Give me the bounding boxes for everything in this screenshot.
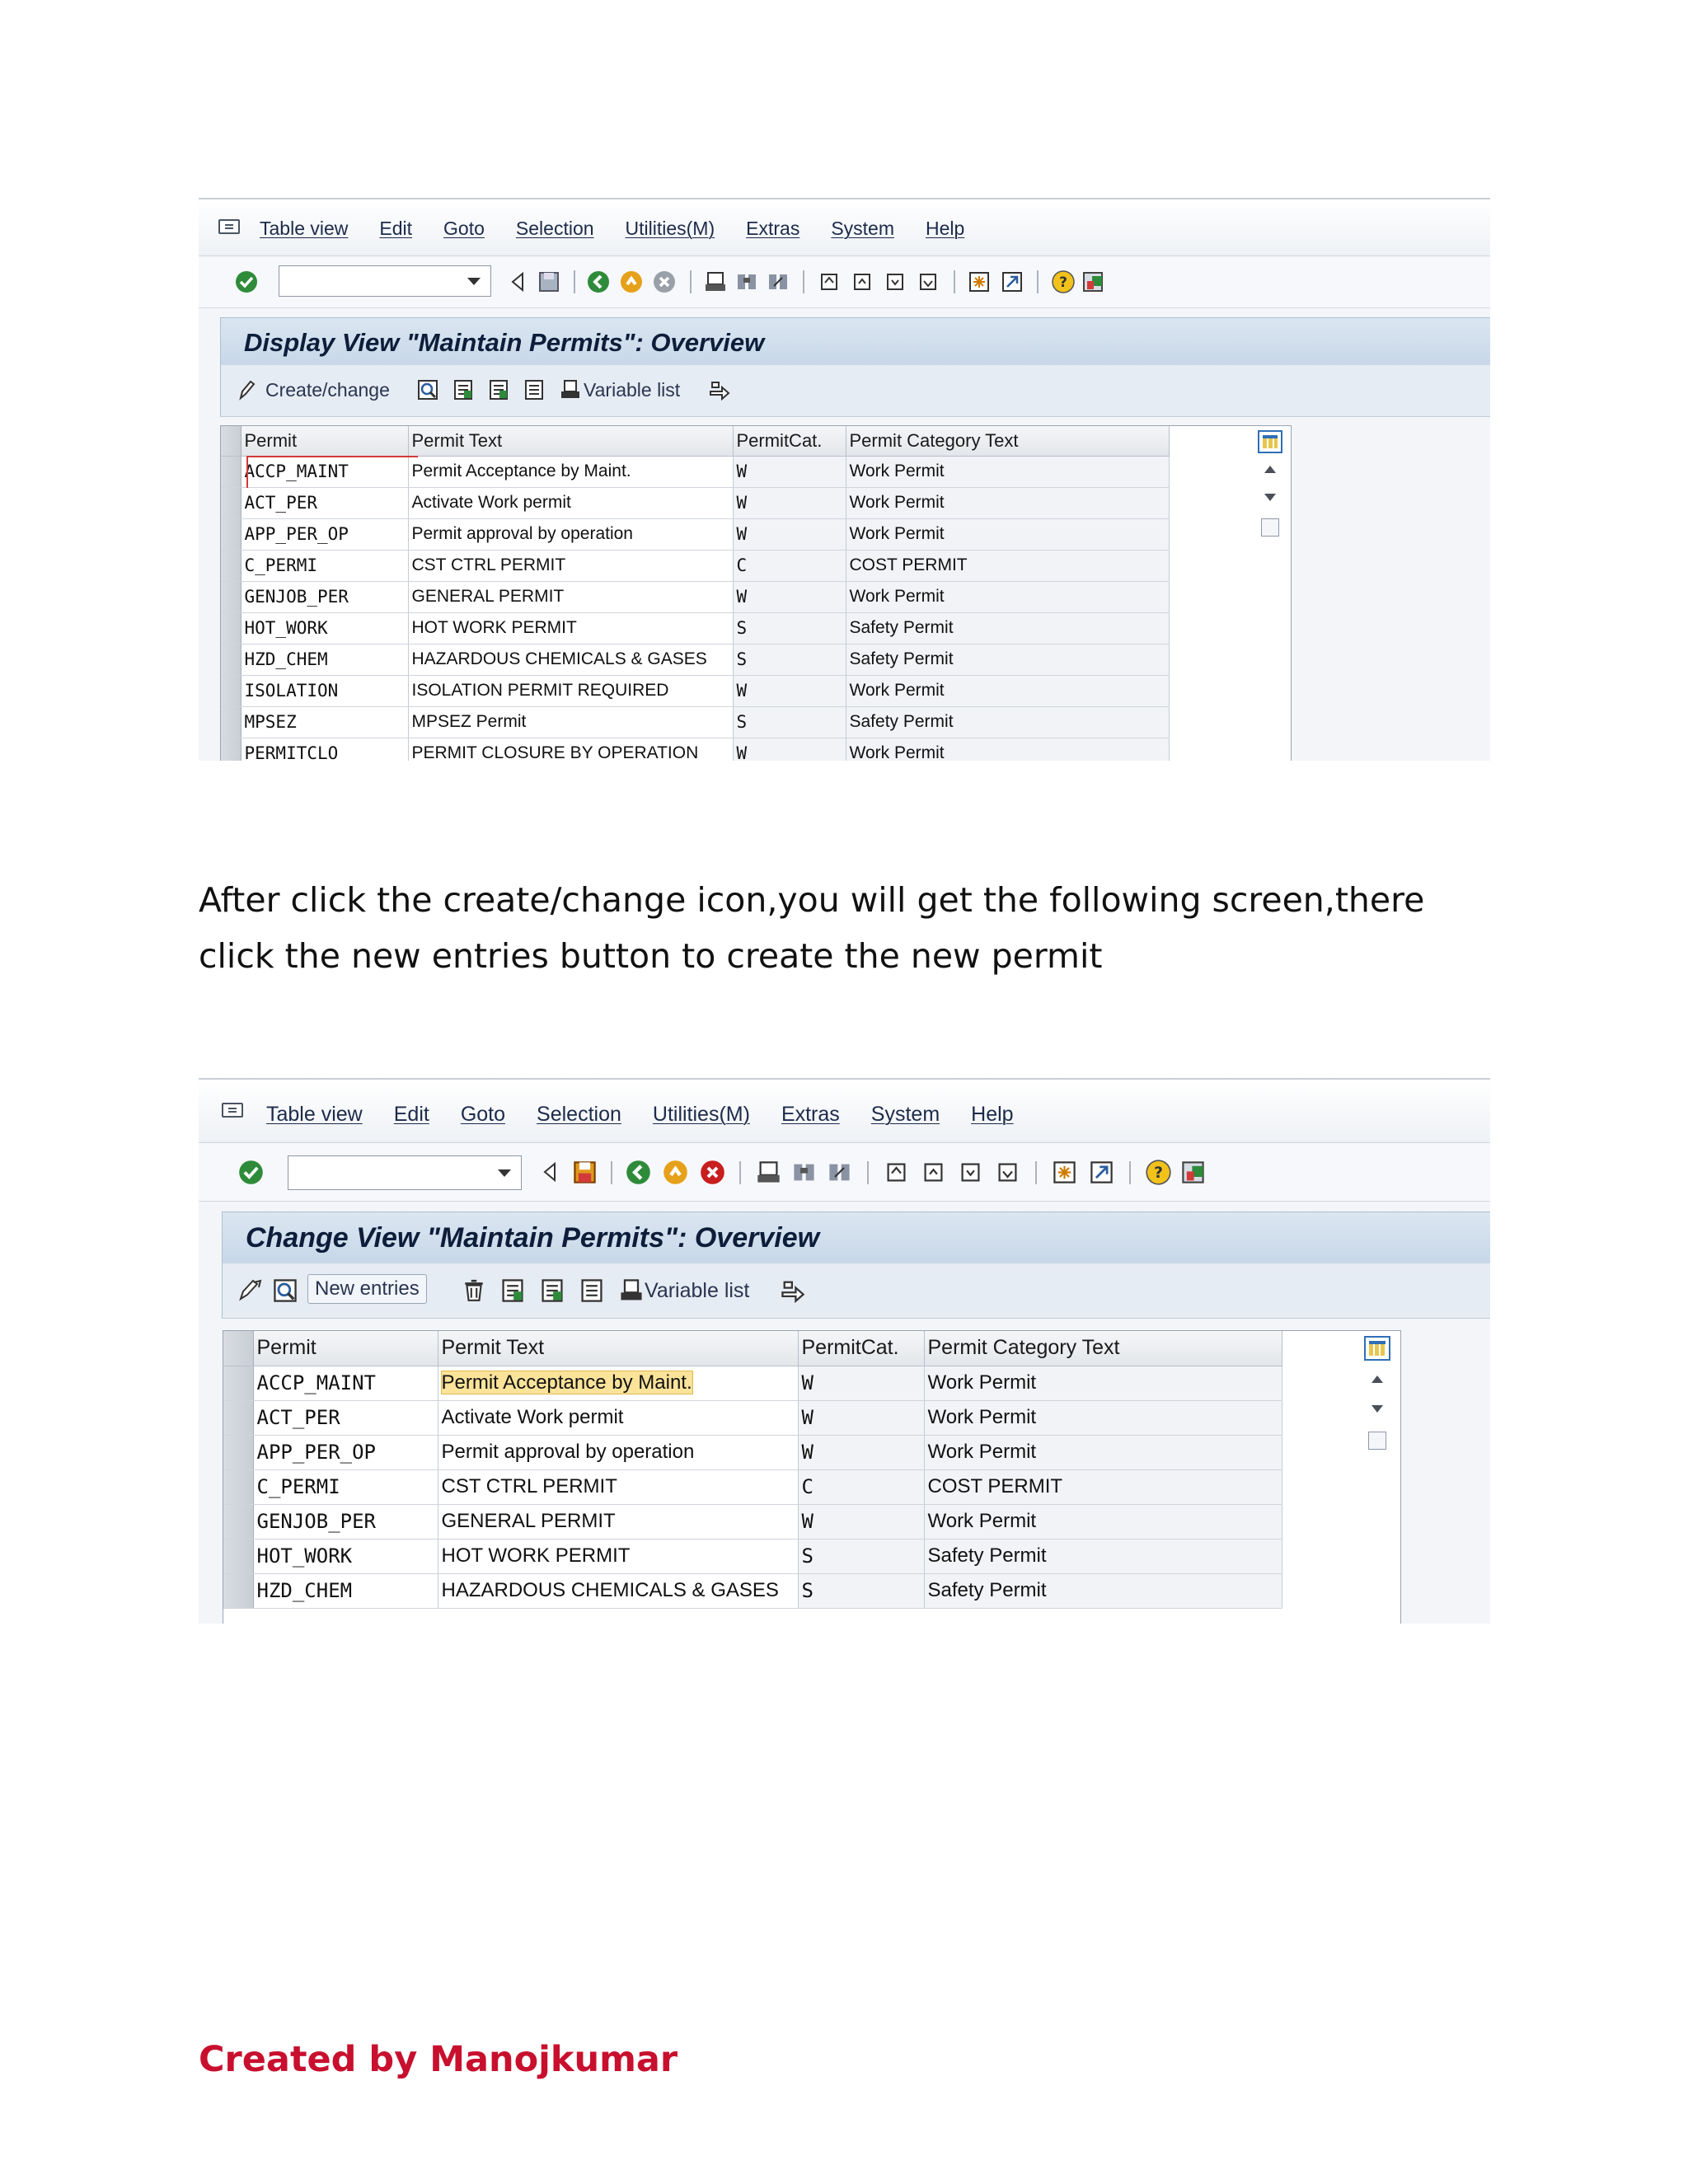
permit-cat-cell-value: S — [736, 712, 748, 732]
row-selector[interactable] — [223, 1400, 253, 1435]
back-arrow-icon[interactable] — [506, 269, 531, 294]
permit-text-cell-value: HAZARDOUS CHEMICALS & GASES — [411, 649, 707, 668]
vertical-scrollbar[interactable] — [1367, 1369, 1387, 1460]
permit-cell — [253, 1435, 438, 1469]
category-text-cell-value: Work Permit — [927, 1406, 1037, 1428]
permit-cell-value: C_PERMI — [256, 1475, 340, 1498]
select-all-column[interactable] — [221, 426, 241, 456]
permit-cell-value: HOT_WORK — [256, 1544, 353, 1568]
svg-text:?: ? — [1059, 274, 1067, 291]
menu-bar — [199, 199, 1490, 256]
previous-page-icon[interactable] — [920, 1159, 947, 1186]
table-row[interactable] — [223, 1504, 1282, 1539]
back-icon[interactable] — [586, 269, 611, 294]
row-selector[interactable] — [223, 1504, 253, 1539]
permit-text-cell — [408, 518, 733, 550]
table-row[interactable] — [221, 550, 1169, 581]
details-icon[interactable] — [416, 378, 439, 401]
select-all-icon[interactable] — [452, 378, 475, 401]
permit-cell — [253, 1400, 438, 1435]
category-text-cell — [924, 1366, 1282, 1400]
permit-text-cell[interactable] — [438, 1400, 798, 1435]
category-text-cell-value: Safety Permit — [927, 1579, 1047, 1601]
deselect-all-icon[interactable] — [579, 1277, 605, 1304]
menu-extras[interactable]: Extras — [746, 218, 800, 239]
focus-marker — [246, 456, 418, 488]
standard-toolbar — [199, 1143, 1490, 1202]
find-icon[interactable] — [790, 1159, 818, 1186]
category-text-cell — [846, 581, 1169, 612]
column-settings-icon[interactable] — [1258, 430, 1282, 453]
command-field[interactable] — [279, 265, 491, 297]
command-field[interactable] — [288, 1155, 522, 1190]
scroll-down-icon[interactable] — [1264, 494, 1276, 501]
permit-cell-value: HZD_CHEM — [244, 649, 328, 669]
print-icon[interactable] — [703, 269, 728, 294]
menu-icon[interactable] — [218, 219, 240, 234]
svg-text:?: ? — [1154, 1165, 1163, 1183]
menu-edit[interactable]: Edit — [393, 1103, 429, 1126]
row-selector[interactable] — [223, 1539, 253, 1573]
category-text-cell — [924, 1539, 1282, 1573]
category-text-cell-value: Safety Permit — [849, 712, 954, 731]
display-change-icon[interactable] — [237, 1277, 265, 1304]
table-row[interactable] — [223, 1539, 1282, 1573]
permit-text-cell-value: PERMIT CLOSURE BY OPERATION — [411, 743, 699, 761]
permit-cell — [253, 1539, 438, 1573]
permit-text-cell-value: HOT WORK PERMIT — [441, 1544, 631, 1567]
permit-cell — [241, 487, 408, 518]
find-icon[interactable] — [734, 269, 759, 294]
permit-cat-cell — [798, 1366, 924, 1400]
row-selector[interactable] — [221, 644, 241, 675]
permit-cell-value: ACT_PER — [244, 493, 318, 513]
permit-cat-cell — [733, 738, 846, 761]
exit-icon[interactable] — [662, 1159, 689, 1186]
category-text-cell-value: Work Permit — [927, 1510, 1037, 1532]
menu-help[interactable]: Help — [926, 218, 965, 239]
permit-cat-cell-value: C — [736, 555, 748, 575]
column-settings-icon[interactable] — [1364, 1336, 1390, 1361]
column-header-permit-text[interactable]: Permit Text — [408, 426, 733, 456]
permit-text-cell-value: Permit approval by operation — [441, 1441, 695, 1463]
select-block-icon[interactable] — [539, 1277, 565, 1304]
menu-selection[interactable]: Selection — [515, 218, 594, 239]
table-row[interactable] — [221, 487, 1169, 518]
permit-cat-cell-value: W — [801, 1371, 814, 1394]
category-text-cell-value: Work Permit — [849, 587, 945, 606]
page-title: Change View "Maintain Permits": Overview — [246, 1222, 820, 1254]
new-entries-button[interactable]: New entries — [307, 1274, 427, 1304]
permit-text-cell — [408, 456, 733, 487]
category-text-cell — [924, 1573, 1282, 1608]
column-header-permit-cat[interactable]: PermitCat. — [798, 1331, 924, 1366]
permit-text-cell[interactable] — [438, 1366, 798, 1400]
category-text-cell-value: Work Permit — [927, 1441, 1037, 1463]
permit-cat-cell — [798, 1400, 924, 1435]
table-row[interactable] — [221, 738, 1169, 761]
menu-selection[interactable]: Selection — [537, 1103, 621, 1126]
next-page-icon[interactable] — [957, 1159, 984, 1186]
category-text-cell — [924, 1400, 1282, 1435]
permit-cat-cell-value: C — [801, 1475, 814, 1498]
category-text-cell-value: COST PERMIT — [849, 555, 968, 574]
first-page-icon[interactable] — [883, 1159, 910, 1186]
permit-cell-value: HZD_CHEM — [256, 1579, 353, 1602]
last-page-icon[interactable] — [994, 1159, 1021, 1186]
create-change-button[interactable]: Create/change — [265, 379, 390, 401]
permit-text-cell — [408, 675, 733, 706]
back-icon[interactable] — [625, 1159, 652, 1186]
table-row[interactable] — [221, 581, 1169, 612]
table-row[interactable] — [223, 1469, 1282, 1504]
permit-text-cell — [408, 612, 733, 644]
permit-text-cell — [408, 706, 733, 738]
standard-toolbar — [199, 256, 1490, 308]
permit-cell-value: MPSEZ — [244, 712, 297, 732]
category-text-cell-value: Work Permit — [849, 681, 945, 700]
transport-icon[interactable] — [708, 378, 731, 401]
permit-text-cell — [408, 550, 733, 581]
category-text-cell — [846, 487, 1169, 518]
new-session-icon[interactable] — [967, 269, 992, 294]
title-bar — [220, 317, 1490, 367]
permit-cell-value: HOT_WORK — [244, 618, 328, 638]
screenshot-display-view — [199, 198, 1490, 761]
column-header-category-text[interactable]: Permit Category Text — [924, 1331, 1282, 1366]
title-bar — [222, 1212, 1490, 1264]
printer-icon[interactable] — [559, 378, 582, 401]
permit-text-cell-value: CST CTRL PERMIT — [441, 1475, 617, 1497]
permit-cat-cell — [798, 1435, 924, 1469]
category-text-cell — [846, 706, 1169, 738]
chevron-down-icon[interactable] — [498, 1169, 511, 1177]
permit-text-cell[interactable] — [438, 1435, 798, 1469]
column-header-permit[interactable]: Permit — [241, 426, 408, 456]
scroll-up-icon[interactable] — [1372, 1376, 1383, 1383]
row-selector[interactable] — [221, 487, 241, 518]
column-header-permit[interactable]: Permit — [253, 1331, 438, 1366]
save-icon[interactable] — [537, 269, 561, 294]
permit-cat-cell-value: W — [801, 1510, 814, 1533]
permit-cat-cell-value: S — [801, 1579, 814, 1602]
permit-text-cell-value: MPSEZ Permit — [411, 712, 527, 731]
permit-cat-cell — [798, 1469, 924, 1504]
permit-cat-cell — [733, 581, 846, 612]
category-text-cell — [846, 738, 1169, 761]
permit-cell — [253, 1504, 438, 1539]
category-text-cell-value: Work Permit — [849, 743, 945, 761]
instruction-text: After click the create/change icon,you will get the following screen,there click the new entries button to create the new permit — [199, 880, 1425, 976]
permit-cat-cell-value: W — [736, 587, 748, 607]
menu-utilities[interactable]: Utilities(M) — [652, 1103, 750, 1126]
row-selector[interactable] — [223, 1573, 253, 1608]
permit-cell-value: PERMITCLO — [244, 743, 339, 761]
category-text-cell — [846, 550, 1169, 581]
screenshot-change-view — [199, 1078, 1490, 1624]
permit-cat-cell-value: S — [736, 618, 748, 638]
permit-cell-value: ISOLATION — [244, 681, 339, 701]
menu-edit[interactable]: Edit — [379, 218, 413, 239]
permits-table-container — [220, 425, 1292, 761]
permit-text-cell[interactable] — [438, 1539, 798, 1573]
permit-cat-cell — [733, 518, 846, 550]
table-row[interactable] — [221, 644, 1169, 675]
permit-text-cell — [408, 738, 733, 761]
permit-cell — [241, 612, 408, 644]
enter-check-icon[interactable] — [234, 269, 259, 294]
permit-cell-value: ACCP_MAINT — [244, 462, 349, 481]
category-text-cell-value: Safety Permit — [927, 1544, 1047, 1567]
permit-cell-value: ACCP_MAINT — [256, 1371, 376, 1394]
permit-cat-cell — [733, 644, 846, 675]
row-selector[interactable] — [221, 738, 241, 761]
permit-text-cell-value: CST CTRL PERMIT — [411, 555, 566, 574]
menu-goto[interactable]: Goto — [443, 218, 485, 239]
menu-goto[interactable]: Goto — [460, 1103, 506, 1126]
exit-icon[interactable] — [619, 269, 644, 294]
deselect-all-icon[interactable] — [523, 378, 546, 401]
permit-text-cell-value: Permit Acceptance by Maint. — [441, 1371, 692, 1394]
permit-cat-cell-value: W — [736, 493, 748, 513]
column-header-category-text[interactable]: Permit Category Text — [846, 426, 1169, 456]
permit-cell — [253, 1469, 438, 1504]
first-page-icon[interactable] — [817, 269, 842, 294]
permit-cat-cell — [733, 487, 846, 518]
row-selector[interactable] — [221, 456, 241, 487]
row-selector[interactable] — [223, 1435, 253, 1469]
permit-cat-cell — [733, 612, 846, 644]
column-header-permit-cat[interactable]: PermitCat. — [733, 426, 846, 456]
permit-cell-value: C_PERMI — [244, 555, 318, 575]
permit-text-cell-value: Activate Work permit — [411, 493, 571, 512]
category-text-cell — [846, 612, 1169, 644]
permit-cell-value: APP_PER_OP — [256, 1441, 376, 1464]
cancel-icon[interactable] — [652, 269, 677, 294]
scroll-thumb[interactable] — [1261, 518, 1279, 537]
back-arrow-icon[interactable] — [538, 1160, 563, 1184]
permit-text-cell[interactable] — [438, 1469, 798, 1504]
cancel-icon[interactable] — [699, 1159, 726, 1186]
menu-system[interactable]: System — [831, 218, 895, 239]
print-icon[interactable] — [755, 1159, 782, 1186]
table-row[interactable] — [223, 1573, 1282, 1608]
permit-text-cell — [408, 487, 733, 518]
last-page-icon[interactable] — [916, 269, 940, 294]
category-text-cell — [846, 456, 1169, 487]
permit-text-cell-value: HAZARDOUS CHEMICALS & GASES — [441, 1579, 779, 1601]
table-row[interactable] — [223, 1435, 1282, 1469]
permit-text-cell-value: GENERAL PERMIT — [411, 587, 565, 606]
permit-cat-cell-value: W — [736, 681, 748, 701]
table-row[interactable] — [221, 706, 1169, 738]
table-row[interactable] — [223, 1400, 1282, 1435]
category-text-cell — [846, 644, 1169, 675]
menu-utilities[interactable]: Utilities(M) — [625, 218, 715, 239]
application-toolbar — [222, 1263, 1490, 1319]
category-text-cell-value: COST PERMIT — [927, 1475, 1063, 1497]
help-icon[interactable] — [1051, 269, 1076, 294]
new-session-icon[interactable] — [1051, 1159, 1078, 1186]
permit-text-cell-value: ISOLATION PERMIT REQUIRED — [411, 681, 669, 700]
permit-text-cell-value: Permit approval by operation — [411, 524, 633, 543]
menu-icon[interactable] — [222, 1103, 243, 1118]
permit-cell — [253, 1366, 438, 1400]
find-next-icon[interactable] — [826, 1159, 853, 1186]
chevron-down-icon[interactable] — [467, 278, 481, 285]
category-text-cell — [924, 1435, 1282, 1469]
permit-text-cell-value: GENERAL PERMIT — [441, 1510, 616, 1532]
permit-cell — [253, 1573, 438, 1608]
delete-icon[interactable] — [462, 1277, 486, 1304]
menu-extras[interactable]: Extras — [781, 1103, 840, 1126]
table-row[interactable] — [221, 675, 1169, 706]
category-text-cell-value: Safety Permit — [849, 649, 954, 668]
transport-icon[interactable] — [780, 1277, 806, 1304]
select-block-icon[interactable] — [487, 378, 510, 401]
previous-page-icon[interactable] — [850, 269, 874, 294]
permit-cell-value: GENJOB_PER — [256, 1510, 376, 1533]
page-title: Display View "Maintain Permits": Overview — [244, 328, 765, 357]
category-text-cell-value: Work Permit — [927, 1371, 1037, 1394]
permit-cat-cell — [733, 550, 846, 581]
menu-system[interactable]: System — [870, 1103, 940, 1126]
next-page-icon[interactable] — [883, 269, 907, 294]
permit-cell — [241, 518, 408, 550]
row-selector[interactable] — [223, 1469, 253, 1504]
help-icon[interactable] — [1145, 1159, 1172, 1186]
permit-text-cell-value: Permit Acceptance by Maint. — [411, 462, 631, 480]
scroll-up-icon[interactable] — [1264, 466, 1276, 473]
column-header-permit-text[interactable]: Permit Text — [438, 1331, 798, 1366]
table-row[interactable] — [221, 518, 1169, 550]
permit-text-cell-value: Activate Work permit — [441, 1406, 624, 1428]
category-text-cell-value: Safety Permit — [849, 618, 954, 637]
permit-text-cell-value: HOT WORK PERMIT — [411, 618, 577, 637]
scroll-down-icon[interactable] — [1372, 1405, 1383, 1413]
menu-table-view[interactable]: Table view — [266, 1103, 363, 1126]
enter-check-icon[interactable] — [237, 1159, 265, 1186]
permit-cell-value: APP_PER_OP — [244, 524, 349, 544]
shortcut-icon[interactable] — [1088, 1159, 1115, 1186]
category-text-cell-value: Work Permit — [849, 462, 945, 480]
permit-cat-cell-value: S — [801, 1544, 814, 1568]
permit-text-cell — [408, 581, 733, 612]
permit-cell-value: ACT_PER — [256, 1406, 340, 1429]
permit-cell — [241, 644, 408, 675]
vertical-scrollbar[interactable] — [1260, 459, 1280, 550]
select-all-column[interactable] — [223, 1331, 253, 1366]
permit-cat-cell — [798, 1504, 924, 1539]
save-icon[interactable] — [571, 1159, 598, 1186]
row-selector[interactable] — [221, 581, 241, 612]
permit-cell — [241, 550, 408, 581]
permit-cat-cell-value: S — [736, 649, 748, 669]
menu-help[interactable]: Help — [971, 1103, 1014, 1126]
permit-cell — [241, 675, 408, 706]
permit-text-cell[interactable] — [438, 1573, 798, 1608]
permit-cell — [241, 581, 408, 612]
shortcut-icon[interactable] — [1000, 269, 1025, 294]
permit-cat-cell-value: W — [801, 1406, 814, 1429]
pencil-icon[interactable] — [237, 378, 256, 401]
category-text-cell — [924, 1469, 1282, 1504]
permit-cat-cell-value: W — [736, 524, 748, 544]
find-next-icon[interactable] — [766, 269, 790, 294]
customize-layout-icon[interactable] — [1179, 1159, 1207, 1186]
menu-bar — [199, 1080, 1490, 1143]
author-credit: Created by Manojkumar — [199, 2039, 678, 2080]
table-row[interactable] — [221, 612, 1169, 644]
row-selector[interactable] — [221, 675, 241, 706]
printer-icon[interactable] — [618, 1277, 645, 1304]
permit-cell — [241, 738, 408, 761]
permit-text-cell — [408, 644, 733, 675]
table-row[interactable] — [223, 1366, 1282, 1400]
scroll-thumb[interactable] — [1368, 1432, 1386, 1450]
permits-table — [223, 1331, 1282, 1609]
permit-cat-cell — [733, 675, 846, 706]
permit-cat-cell-value: W — [736, 743, 748, 761]
permit-cat-cell — [798, 1539, 924, 1573]
category-text-cell-value: Work Permit — [849, 493, 945, 512]
row-selector[interactable] — [221, 518, 241, 550]
permit-cat-cell — [733, 706, 846, 738]
menu-table-view[interactable]: Table view — [260, 218, 349, 239]
application-toolbar — [220, 365, 1490, 417]
permit-cat-cell-value: W — [736, 462, 748, 481]
permit-text-cell[interactable] — [438, 1504, 798, 1539]
permit-cat-cell — [733, 456, 846, 487]
variable-list-button[interactable]: Variable list — [584, 379, 681, 401]
permits-table-container — [223, 1330, 1401, 1624]
customize-layout-icon[interactable] — [1081, 269, 1105, 294]
details-icon[interactable] — [272, 1277, 298, 1304]
category-text-cell — [846, 518, 1169, 550]
row-selector[interactable] — [221, 550, 241, 581]
row-selector[interactable] — [221, 612, 241, 644]
permit-cat-cell — [798, 1573, 924, 1608]
permit-cell-value: GENJOB_PER — [244, 587, 349, 607]
row-selector[interactable] — [223, 1366, 253, 1400]
variable-list-button[interactable]: Variable list — [645, 1279, 750, 1302]
category-text-cell — [924, 1504, 1282, 1539]
category-text-cell-value: Work Permit — [849, 524, 945, 543]
select-all-icon[interactable] — [499, 1277, 526, 1304]
permit-cell — [241, 706, 408, 738]
permit-cat-cell-value: W — [801, 1441, 814, 1464]
category-text-cell — [846, 675, 1169, 706]
row-selector[interactable] — [221, 706, 241, 738]
